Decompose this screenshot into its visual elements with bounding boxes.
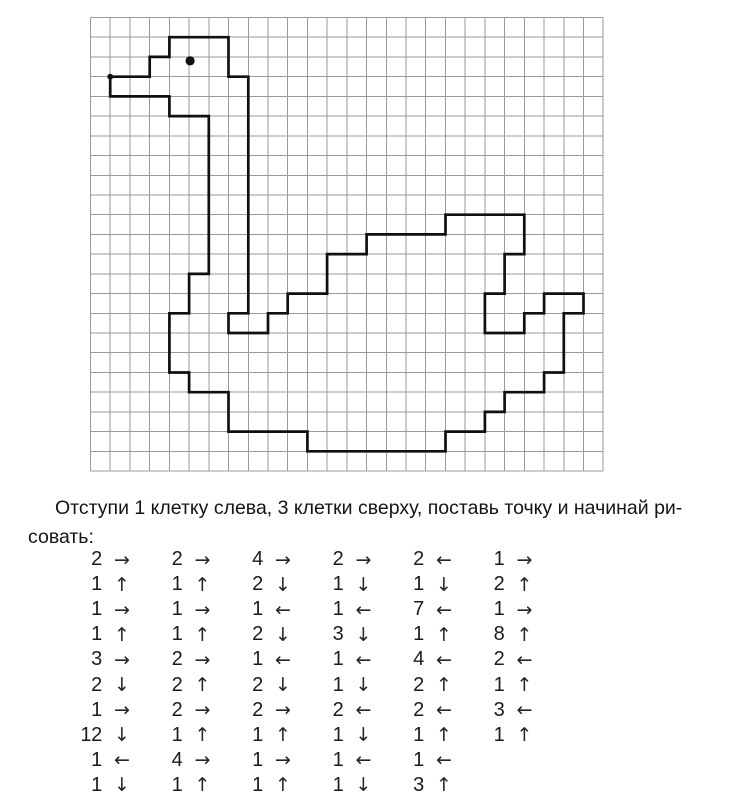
dictation-column <box>141 547 222 798</box>
dictation-entry <box>463 622 544 647</box>
dictation-count: 1 <box>91 573 102 596</box>
dictation-entry <box>141 647 222 672</box>
dictation-count: 2 <box>171 648 183 671</box>
dictation-arrow-right-icon: → <box>275 699 291 722</box>
dictation-count: 1 <box>252 748 263 771</box>
dictation-arrow-right-icon: → <box>275 749 291 772</box>
dictation-entry <box>302 547 383 572</box>
dictation-count: 2 <box>493 648 505 671</box>
dictation-arrow-up-icon: ↑ <box>516 674 533 697</box>
dictation-entry <box>302 672 383 697</box>
dictation-entry <box>60 572 141 597</box>
dictation-entry <box>221 597 302 622</box>
dictation-arrow-left-icon: ← <box>436 648 452 671</box>
dictation-entry <box>141 723 222 748</box>
dictation-count: 1 <box>332 748 344 771</box>
dictation-arrow-right-icon: → <box>114 548 130 571</box>
dictation-entry <box>463 597 544 622</box>
dictation-entry <box>141 547 222 572</box>
dictation-entry <box>302 597 383 622</box>
dictation-count: 2 <box>171 548 183 571</box>
dictation-arrow-left-icon: ← <box>436 548 452 571</box>
dictation-arrow-right-icon: → <box>194 548 211 571</box>
dictation-arrow-right-icon: → <box>114 648 130 671</box>
dictation-entry <box>221 748 302 773</box>
dictation-count: 1 <box>413 623 424 646</box>
dictation-count: 1 <box>171 573 183 596</box>
dictation-count: 2 <box>332 548 344 571</box>
dictation-entry <box>60 698 141 723</box>
dictation-entry <box>60 672 141 697</box>
grid-paper <box>90 17 605 473</box>
dictation-count: 1 <box>493 548 505 571</box>
dictation-count: 1 <box>413 573 424 596</box>
dictation-arrow-up-icon: ↑ <box>275 724 291 747</box>
dictation-entry <box>302 572 383 597</box>
dictation-arrow-down-icon: ↓ <box>355 774 372 797</box>
dictation-entry <box>221 773 302 798</box>
dictation-count: 2 <box>91 548 102 571</box>
dictation-count: 1 <box>332 648 344 671</box>
dictation-arrow-right-icon: → <box>194 598 211 621</box>
dictation-arrow-down-icon: ↓ <box>355 724 372 747</box>
dictation-count: 1 <box>252 773 263 796</box>
dictation-count: 1 <box>91 623 102 646</box>
dictation-entry <box>463 672 544 697</box>
dictation-entry <box>141 572 222 597</box>
dictation-count: 2 <box>413 548 424 571</box>
dictation-count: 2 <box>332 698 344 721</box>
dictation-arrow-left-icon: ← <box>436 598 452 621</box>
dictation-arrow-left-icon: ← <box>516 699 533 722</box>
dictation-count: 1 <box>252 598 263 621</box>
dictation-entry <box>221 698 302 723</box>
dictation-entry <box>302 698 383 723</box>
dictation-count: 1 <box>91 698 102 721</box>
dictation-count: 12 <box>80 723 102 746</box>
dictation-count: 2 <box>413 698 424 721</box>
dictation-count: 1 <box>171 773 183 796</box>
dictation-arrow-right-icon: → <box>516 598 533 621</box>
dictation-entry <box>463 547 544 572</box>
dictation-entry <box>382 572 463 597</box>
dictation-arrow-left-icon: ← <box>275 648 291 671</box>
dictation-entry <box>382 672 463 697</box>
dictation-arrow-left-icon: ← <box>114 749 130 772</box>
dictation-column <box>463 547 544 798</box>
dictation-arrow-up-icon: ↑ <box>436 623 452 646</box>
dictation-column <box>302 547 383 798</box>
dictation-column <box>221 547 302 798</box>
dictation-table <box>60 547 543 798</box>
dictation-arrow-down-icon: ↓ <box>114 674 130 697</box>
dictation-count: 3 <box>413 773 424 796</box>
dictation-count: 1 <box>413 723 424 746</box>
dictation-count: 1 <box>91 598 102 621</box>
dictation-count: 1 <box>252 723 263 746</box>
dictation-count: 1 <box>493 723 505 746</box>
dictation-count: 1 <box>252 648 263 671</box>
dictation-arrow-right-icon: → <box>275 548 291 571</box>
dictation-arrow-left-icon: ← <box>275 598 291 621</box>
dictation-entry <box>60 748 141 773</box>
dictation-entry <box>302 773 383 798</box>
dictation-count: 2 <box>413 673 424 696</box>
dictation-entry <box>382 622 463 647</box>
dictation-arrow-down-icon: ↓ <box>114 774 130 797</box>
dictation-entry <box>60 723 141 748</box>
dictation-arrow-up-icon: ↑ <box>114 623 130 646</box>
dictation-arrow-up-icon: ↑ <box>194 724 211 747</box>
dictation-entry <box>382 723 463 748</box>
dictation-count: 7 <box>413 598 424 621</box>
dictation-entry <box>141 622 222 647</box>
dictation-entry <box>60 597 141 622</box>
dictation-arrow-down-icon: ↓ <box>275 674 291 697</box>
grid-lines <box>91 18 604 472</box>
dictation-count: 3 <box>493 698 505 721</box>
dictation-arrow-up-icon: ↑ <box>194 774 211 797</box>
start-dot <box>107 74 113 80</box>
dictation-entry <box>382 647 463 672</box>
dictation-count: 1 <box>91 748 102 771</box>
dictation-count: 1 <box>413 748 424 771</box>
dictation-count: 8 <box>493 623 505 646</box>
dictation-count: 3 <box>332 623 344 646</box>
dictation-entry <box>302 723 383 748</box>
dictation-arrow-down-icon: ↓ <box>355 674 372 697</box>
dictation-entry <box>382 597 463 622</box>
dictation-entry <box>221 572 302 597</box>
dictation-entry <box>302 622 383 647</box>
dictation-entry <box>221 672 302 697</box>
dictation-entry <box>141 672 222 697</box>
dictation-column <box>60 547 141 798</box>
dictation-arrow-down-icon: ↓ <box>355 573 372 596</box>
dictation-entry <box>463 723 544 748</box>
dictation-arrow-left-icon: ← <box>516 648 533 671</box>
eye-dot <box>186 56 195 65</box>
dictation-arrow-up-icon: ↑ <box>516 623 533 646</box>
dictation-entry <box>302 647 383 672</box>
dictation-arrow-up-icon: ↑ <box>516 724 533 747</box>
dictation-count: 4 <box>171 748 183 771</box>
dictation-arrow-up-icon: ↑ <box>436 724 452 747</box>
dictation-arrow-right-icon: → <box>194 749 211 772</box>
dictation-entry <box>302 748 383 773</box>
instruction-text <box>28 494 728 552</box>
dictation-arrow-right-icon: → <box>194 699 211 722</box>
dictation-arrow-right-icon: → <box>355 548 372 571</box>
dictation-entry <box>382 748 463 773</box>
dictation-arrow-down-icon: ↓ <box>355 623 372 646</box>
dictation-entry <box>60 647 141 672</box>
dictation-entry <box>221 723 302 748</box>
dictation-arrow-right-icon: → <box>114 699 130 722</box>
dictation-arrow-left-icon: ← <box>355 749 372 772</box>
dictation-arrow-left-icon: ← <box>355 648 372 671</box>
dictation-count: 1 <box>332 573 344 596</box>
dictation-arrow-up-icon: ↑ <box>275 774 291 797</box>
dictation-count: 1 <box>171 598 183 621</box>
dictation-arrow-up-icon: ↑ <box>194 674 211 697</box>
dictation-entry <box>60 773 141 798</box>
dictation-count: 1 <box>171 723 183 746</box>
dictation-count: 1 <box>332 723 344 746</box>
dictation-count: 2 <box>252 673 263 696</box>
instruction-line-2: совать: <box>28 526 94 548</box>
dictation-count: 2 <box>91 673 102 696</box>
dictation-count: 1 <box>171 623 183 646</box>
dictation-count: 2 <box>252 573 263 596</box>
dictation-arrow-down-icon: ↓ <box>275 623 291 646</box>
dictation-arrow-up-icon: ↑ <box>436 774 452 797</box>
dictation-arrow-up-icon: ↑ <box>114 573 130 596</box>
dictation-entry <box>221 547 302 572</box>
dictation-entry <box>382 547 463 572</box>
dictation-count: 1 <box>493 673 505 696</box>
dictation-arrow-up-icon: ↑ <box>194 573 211 596</box>
dictation-count: 2 <box>493 573 505 596</box>
dictation-arrow-down-icon: ↓ <box>275 573 291 596</box>
dictation-arrow-right-icon: → <box>516 548 533 571</box>
dictation-count: 1 <box>332 673 344 696</box>
dictation-count: 3 <box>91 648 102 671</box>
dictation-arrow-left-icon: ← <box>436 699 452 722</box>
dictation-arrow-right-icon: → <box>114 598 130 621</box>
dictation-count: 4 <box>413 648 424 671</box>
dictation-arrow-right-icon: → <box>194 648 211 671</box>
dictation-entry <box>141 748 222 773</box>
dictation-arrow-down-icon: ↓ <box>114 724 130 747</box>
dictation-entry <box>463 572 544 597</box>
dictation-entry <box>60 547 141 572</box>
dictation-entry <box>463 647 544 672</box>
dictation-count: 1 <box>91 773 102 796</box>
dictation-arrow-down-icon: ↓ <box>436 573 452 596</box>
dictation-arrow-left-icon: ← <box>436 749 452 772</box>
dictation-arrow-up-icon: ↑ <box>194 623 211 646</box>
dictation-arrow-left-icon: ← <box>355 598 372 621</box>
dictation-count: 2 <box>252 623 263 646</box>
dictation-entry <box>382 698 463 723</box>
dictation-entry <box>141 698 222 723</box>
dictation-entry <box>463 698 544 723</box>
dictation-arrow-up-icon: ↑ <box>516 573 533 596</box>
dictation-count: 1 <box>332 598 344 621</box>
dictation-count: 1 <box>493 598 505 621</box>
dictation-entry <box>382 773 463 798</box>
dictation-count: 2 <box>252 698 263 721</box>
dictation-arrow-up-icon: ↑ <box>436 674 452 697</box>
dictation-entry <box>141 773 222 798</box>
instruction-line-1: Отступи 1 клетку слева, 3 клетки сверху, поставь точку и начинай ри- <box>55 497 683 519</box>
dictation-entry <box>60 622 141 647</box>
dictation-entry <box>221 622 302 647</box>
dictation-arrow-left-icon: ← <box>355 699 372 722</box>
dictation-count: 1 <box>332 773 344 796</box>
dictation-count: 2 <box>171 698 183 721</box>
dictation-entry <box>141 597 222 622</box>
dictation-column <box>382 547 463 798</box>
dictation-count: 2 <box>171 673 183 696</box>
dictation-count: 4 <box>252 548 263 571</box>
dictation-entry <box>221 647 302 672</box>
